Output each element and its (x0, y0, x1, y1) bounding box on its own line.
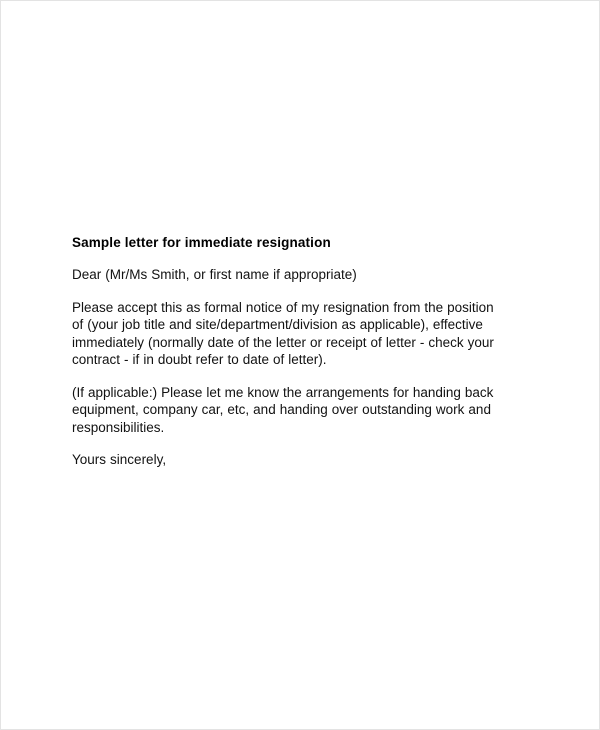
letter-closing: Yours sincerely, (72, 452, 167, 467)
letter-heading: Sample letter for immediate resignation (72, 235, 331, 250)
letter-salutation: Dear (Mr/Ms Smith, or first name if appropriate) (72, 267, 357, 282)
letter-paragraph-handover-arrangements: (If applicable:) Please let me know the arrangements for handing back equipment, company car, etc, and handing over outstanding work and responsibilities. (72, 384, 494, 435)
letter-body (72, 234, 502, 469)
letter-paragraph-resignation-notice: Please accept this as formal notice of my resignation from the position of (your job title and site/department/division as applicable), effective immediately (normally date of the letter or receipt of letter - check your contract - if in doubt refer to date of letter). (72, 299, 494, 367)
